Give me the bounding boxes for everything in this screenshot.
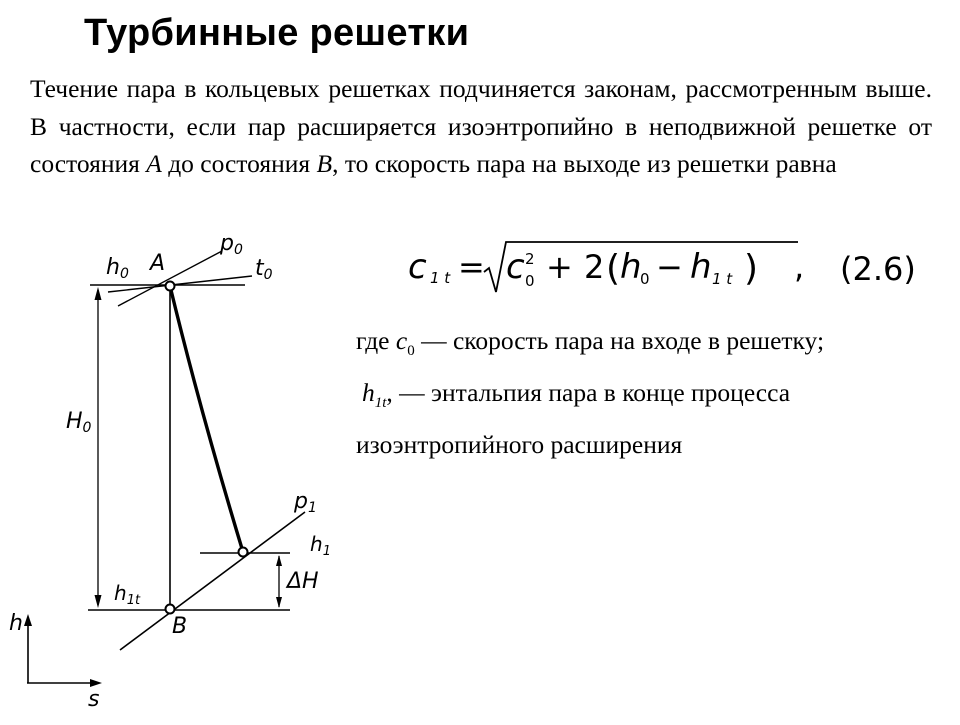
H0-arrow-bottom — [95, 595, 102, 608]
page-title: Турбинные решетки — [84, 12, 470, 54]
label-h1t: $h_{1t}$ — [114, 581, 141, 608]
where-prefix: где — [356, 326, 396, 355]
label-point-b: B — [172, 614, 188, 639]
formula-two: 2 — [584, 248, 605, 286]
label-h1: $h_1$ — [310, 532, 331, 559]
paragraph-part1: Течение пара в кольцевых решетках подчиняется законам, рассмотренным выше. В частности, если пар расширяется изоэнтропийно в неподвижной решетке от состояния — [30, 74, 932, 178]
formula-comma: , — [794, 248, 805, 286]
formula-c0: c — [506, 247, 525, 287]
state-b: B — [316, 149, 333, 178]
point-a-marker — [166, 282, 175, 291]
label-H0: H0 — [66, 409, 92, 436]
formula-h0: h — [620, 247, 642, 287]
expansion-curve — [170, 286, 243, 552]
formula-lhs: c — [408, 247, 427, 287]
formula-lhs-sub: 1 t — [430, 269, 451, 287]
intro-paragraph — [30, 70, 932, 183]
state-a: A — [146, 149, 162, 178]
where-line-2 — [356, 372, 956, 424]
velocity-formula — [400, 236, 940, 300]
h1t-symbol: h — [362, 378, 375, 408]
t0-isotherm — [108, 276, 252, 292]
point-real-end-marker — [239, 548, 248, 557]
paragraph-part3: , то скорость пара на выходе из решетки равна — [332, 149, 837, 178]
where-line2-rest: , — энтальпия пара в конце процесса — [386, 378, 791, 408]
h1t-sub: 1t — [374, 395, 387, 412]
label-h0: h0 — [106, 255, 129, 282]
formula-h1t: h — [690, 247, 712, 287]
deltaH-arrow-top — [276, 555, 282, 566]
deltaH-arrow-bottom — [276, 597, 282, 608]
formula-number: (2.6) — [840, 250, 916, 288]
c0-symbol: c — [395, 326, 408, 355]
c0-sub: 0 — [407, 343, 415, 360]
label-axis-h: h — [9, 611, 23, 636]
formula-h0-sub: 0 — [640, 270, 650, 288]
label-axis-s: s — [88, 687, 100, 712]
where-line-1 — [356, 320, 956, 372]
formula-h1t-sub: 1 t — [712, 270, 733, 288]
label-delta-h: ΔH — [287, 569, 319, 594]
where-line1-rest: — скорость пара на входе в решетку; — [414, 326, 825, 355]
p1-isobar — [120, 512, 305, 650]
label-p0: p0 — [220, 231, 243, 258]
H0-arrow-top — [95, 287, 102, 300]
paragraph-part2: до состояния — [161, 149, 317, 178]
formula-minus: − — [656, 248, 683, 286]
point-b-marker — [166, 605, 175, 614]
label-point-a: A — [150, 251, 166, 276]
s-axis-arrow — [90, 679, 102, 687]
where-line-3: изоэнтропийного расширения — [356, 430, 683, 460]
formula-c0-sup: 2 — [525, 250, 535, 268]
hs-diagram — [0, 228, 360, 720]
formula-eq: = — [458, 248, 485, 286]
label-p1: p1 — [294, 489, 317, 516]
where-block — [356, 320, 956, 465]
formula-open-paren: ( — [606, 248, 621, 289]
label-t0: t0 — [255, 256, 273, 283]
formula-c0-sub: 0 — [525, 272, 535, 290]
formula-close-paren: ) — [744, 248, 759, 289]
h-axis-arrow — [24, 614, 32, 626]
formula-plus: + — [546, 248, 573, 286]
